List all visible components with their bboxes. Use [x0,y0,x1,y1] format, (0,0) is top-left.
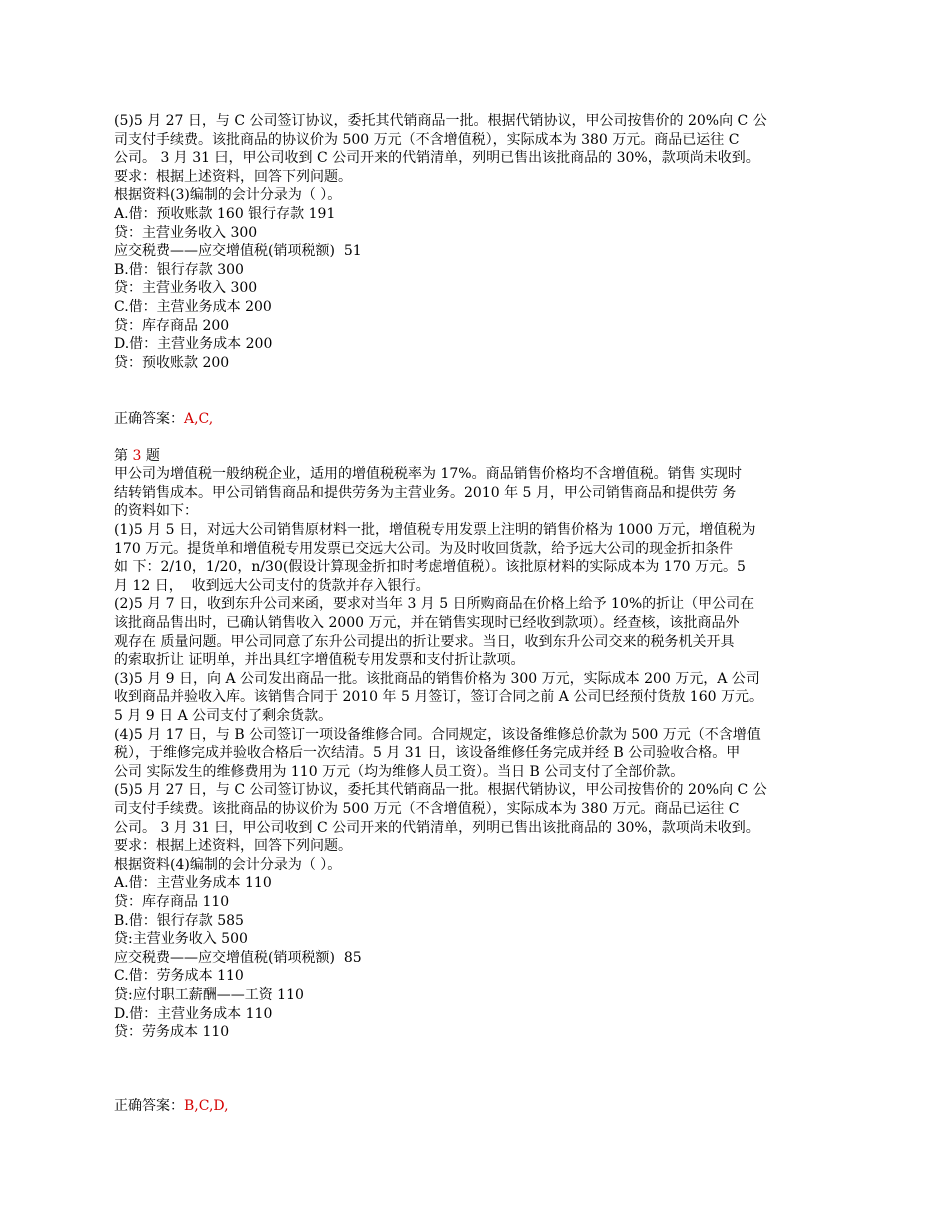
text-line: 月 12 日， 收到远大公司支付的货款并存入银行。 [114,577,430,594]
text-line: (3)5 月 9 日，向 A 公司发出商品一批。该批商品的销售价格为 300 万元，实际成本 200 万元，A 公司 [114,670,760,687]
text-line: (4)5 月 17 日，与 B 公司签订一项设备维修合同。合同规定，该设备维修总价款为 500 万元（不含增值 [114,726,761,743]
text-line: 收到商品并验收入库。该销售合同于 2010 年 5 月签订，签订合同之前 A 公司巳经预付货敖 160 万元。 [114,689,763,706]
option-d: D.借：主营业务成本 200 [114,336,273,353]
question-stem: 根据资料(4)编制的会计分录为（ ）。 [114,856,342,873]
correct-answer [114,1097,844,1116]
option-line: 贷：劳务成本 110 [114,1024,230,1041]
text-line: (5)5 月 27 日，与 C 公司签订协议，委托其代销商品一批。根据代销协议，甲公司按售价的 20%向 C 公 [114,113,767,129]
question-prefix: 第 [114,447,133,464]
option-line: 贷：主营业务收入 300 [114,280,258,297]
option-line: 贷：主营业务收入 300 [114,224,258,241]
option-line: 贷:主营业务收入 500 [114,931,248,948]
answer-label: 正确答案： [114,1098,184,1115]
text-line: 结转销售成本。甲公司销售商品和提供劳务为主营业务。2010 年 5 月，甲公司销售商品和提供劳 务 [114,484,737,501]
answer-value: B,C,D, [184,1098,229,1115]
text-line: (1)5 月 5 日，对远大公司销售原材料一批，增值税专用发票上注明的销售价格为 1000 万元，增值税为 [114,522,756,539]
text-line: 司支付手续费。该批商品的协议价为 500 万元（不含增值税），实际成本为 380 万元。商品已运往 C [114,131,740,148]
option-line: 应交税费——应交增值税(销项税额) 51 [114,243,362,260]
question-number [114,447,844,466]
text-line: 甲公司为增值税一般纳税企业，适用的增值税税率为 17%。商品销售价格均不含增值税。销售 实现时 [114,466,743,483]
question-3-block [114,447,844,1116]
question-2-block [114,112,844,447]
answer-label: 正确答案： [114,410,184,427]
option-a: A.借：主营业务成本 110 [114,875,272,892]
option-line: 贷：预收账款 200 [114,354,230,371]
question-stem: 根据资料(3)编制的会计分录为（ ）。 [114,187,342,204]
text-line: 观存在 质量问题。甲公司同意了东升公司提出的折让要求。当日，收到东升公司交来的税务机关开具 [114,633,735,650]
correct-answer [114,410,844,429]
document-page [114,112,844,1116]
text-line: 该批商品售出时，已确认销售收入 2000 万元，并在销售实现时已经收到款项）。经查核，该批商品外 [114,615,740,632]
text-line: 要求：根据上述资料，回答下列问题。 [114,838,352,855]
text-line: 公司。 3 月 31 曰，甲公司收到 C 公司开来的代销清单，列明已售出该批商品的 30%，款项尚未收到。 [114,819,760,836]
option-d: D.借：主营业务成本 110 [114,1005,273,1022]
answer-value: A,C, [184,410,214,427]
text-line: 170 万元。提货单和增值税专用发票已交远大公司。为及时收回货款，给予远大公司的现金折扣条件 [114,540,734,557]
text-line: 税），于维修完成并验收合格后一次结清。5 月 31 日，该设备维修任务完成并经 B 公司验收合格。甲 [114,745,741,762]
text-line: 公司。 3 月 31 曰，甲公司收到 C 公司开来的代销清单，列明已售出该批商品的 30%，款项尚未收到。 [114,150,760,167]
text-line: 如 下：2/10，1/20，n/30(假设计算现金折扣时考虑增值税）。该批原材料的实际成本为 170 万元。5 [114,559,746,576]
text-line: 司支付手续费。该批商品的协议价为 500 万元（不含增值税），实际成本为 380 万元。商品已运往 C [114,800,740,817]
option-a: A.借：预收账款 160 银行存款 191 [114,205,336,222]
question-number-value: 3 [132,447,142,464]
question-suffix: 题 [141,447,160,464]
text-line: (2)5 月 7 日，收到东升公司来函，要求对当年 3 月 5 日所购商品在价格上给予 10%的折让（甲公司在 [114,596,755,613]
text-line: 的资料如下： [114,503,198,520]
text-line: 公司 实际发生的维修费用为 110 万元（均为维修人员工资）。当日 B 公司支付了全部价款。 [114,763,685,780]
option-line: 贷：库存商品 110 [114,893,230,910]
option-b: B.借：银行存款 300 [114,261,244,278]
option-line: 应交税费——应交增值税(销项税额) 85 [114,949,362,966]
text-line: 5 月 9 日 A 公司支付了剩余货款。 [114,708,333,724]
option-line: 贷:应付职工薪酬——工资 110 [114,986,304,1003]
option-c: C.借：主营业务成本 200 [114,298,272,315]
text-line: 要求：根据上述资料，回答下列问题。 [114,168,352,185]
option-line: 贷：库存商品 200 [114,317,230,334]
option-b: B.借：银行存款 585 [114,912,244,929]
text-line: 的索取折让 证明单，并出具红字增值税专用发票和支付折让款项。 [114,652,525,669]
option-c: C.借：劳务成本 110 [114,968,244,985]
text-line: (5)5 月 27 日，与 C 公司签订协议，委托其代销商品一批。根据代销协议，甲公司按售价的 20%向 C 公 [114,782,767,799]
